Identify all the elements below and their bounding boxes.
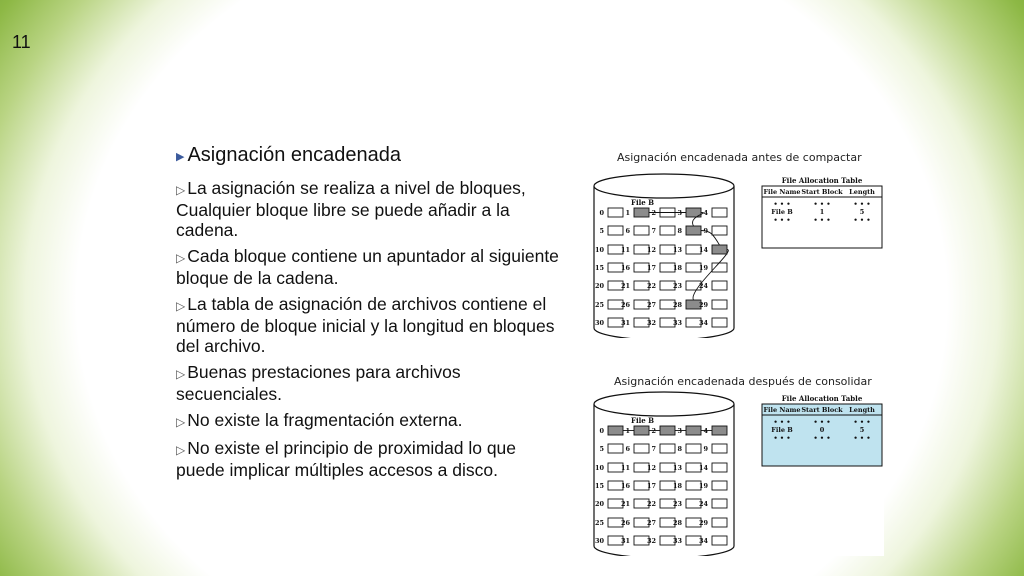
block-filled <box>686 426 701 435</box>
block-number-label: 15 <box>594 264 604 272</box>
figure-bottom-caption: Asignación encadenada después de consolidar <box>614 375 872 388</box>
fat-cell: 0 <box>819 426 825 434</box>
fat-cell: • • • <box>773 200 791 208</box>
bullet-text: La tabla de asignación de archivos contiene el número de bloque inicial y la longitud en bloques del archivo. <box>176 294 555 356</box>
block-empty <box>660 444 675 453</box>
block-empty <box>712 463 727 472</box>
block-empty <box>712 226 727 235</box>
block-number-label: 16 <box>620 482 630 490</box>
disk-diagram-after <box>592 388 884 556</box>
block-filled <box>634 208 649 217</box>
block-number-label: 11 <box>620 246 630 254</box>
block-number-label: 34 <box>698 319 708 327</box>
block-number-label: 14 <box>698 464 708 472</box>
block-number-label: 32 <box>646 319 656 327</box>
bullet-text: No existe la fragmentación externa. <box>187 410 463 430</box>
block-number-label: 26 <box>620 519 630 527</box>
fat-cell: • • • <box>773 434 791 442</box>
block-number-label: 5 <box>599 227 604 235</box>
fat-cell: • • • <box>773 418 791 426</box>
slide-content <box>176 142 566 486</box>
block-number-label: 11 <box>620 464 630 472</box>
block-filled <box>712 245 727 254</box>
block-number-label: 0 <box>599 427 604 435</box>
block-number-label: 21 <box>620 282 630 290</box>
block-number-label: 27 <box>646 519 656 527</box>
block-number-label: 17 <box>646 482 656 490</box>
block-number-label: 20 <box>594 282 604 290</box>
block-number-label: 22 <box>646 500 656 508</box>
fat-cell: • • • <box>813 200 831 208</box>
bullet-item <box>176 438 566 480</box>
fat-column-header: Start Block <box>801 406 843 414</box>
fat-column-header: File Name <box>763 188 801 196</box>
block-number-label: 13 <box>672 246 682 254</box>
block-number-label: 7 <box>651 227 656 235</box>
block-number-label: 30 <box>594 319 604 327</box>
block-filled <box>608 426 623 435</box>
hollow-triangle-bullet-icon: ▷ <box>176 443 186 457</box>
block-number-label: 4 <box>703 427 708 435</box>
block-number-label: 25 <box>594 519 604 527</box>
disk-file-label: File B <box>631 416 655 425</box>
block-empty <box>634 444 649 453</box>
block-number-label: 16 <box>620 264 630 272</box>
fat-title: File Allocation Table <box>781 394 863 403</box>
fat-cell: 5 <box>859 208 865 216</box>
block-empty <box>608 444 623 453</box>
block-number-label: 2 <box>651 427 656 435</box>
block-number-label: 29 <box>698 519 708 527</box>
block-number-label: 28 <box>672 519 682 527</box>
bullet-item <box>176 294 566 356</box>
block-number-label: 9 <box>703 227 708 235</box>
figure-top-caption: Asignación encadenada antes de compactar <box>617 151 862 164</box>
fat-cell: • • • <box>773 216 791 224</box>
block-number-label: 12 <box>646 246 656 254</box>
block-number-label: 0 <box>599 209 604 217</box>
hollow-triangle-bullet-icon: ▷ <box>176 251 186 265</box>
fat-column-header: File Name <box>763 406 801 414</box>
block-number-label: 31 <box>620 319 630 327</box>
hollow-triangle-bullet-icon: ▷ <box>176 299 186 313</box>
block-number-label: 8 <box>677 227 682 235</box>
block-empty <box>608 226 623 235</box>
block-number-label: 10 <box>594 464 604 472</box>
fat-cell: File B <box>771 208 793 216</box>
block-number-label: 17 <box>646 264 656 272</box>
block-number-label: 6 <box>625 227 630 235</box>
slide-number: 11 <box>12 32 31 52</box>
block-number-label: 18 <box>672 264 682 272</box>
fat-column-header: Length <box>849 188 875 196</box>
block-number-label: 19 <box>698 482 708 490</box>
bullet-text: Buenas prestaciones para archivos secuenciales. <box>176 362 461 404</box>
block-number-label: 33 <box>672 537 682 545</box>
block-empty <box>712 318 727 327</box>
block-number-label: 34 <box>698 537 708 545</box>
disk-cylinder-top <box>594 392 734 416</box>
bullet-item <box>176 246 566 288</box>
disk-diagram-before <box>592 170 884 338</box>
block-number-label: 8 <box>677 445 682 453</box>
figure-top <box>592 170 884 338</box>
hollow-triangle-bullet-icon: ▷ <box>176 367 186 381</box>
fat-cell: File B <box>771 426 793 434</box>
block-number-label: 20 <box>594 500 604 508</box>
block-filled <box>660 426 675 435</box>
fat-cell: • • • <box>853 216 871 224</box>
block-empty <box>712 281 727 290</box>
fat-cell: 5 <box>859 426 865 434</box>
block-number-label: 25 <box>594 301 604 309</box>
block-number-label: 23 <box>672 500 682 508</box>
block-number-label: 1 <box>625 427 630 435</box>
fat-cell: 1 <box>819 208 825 216</box>
block-empty <box>660 226 675 235</box>
block-number-label: 32 <box>646 537 656 545</box>
fat-cell: • • • <box>853 200 871 208</box>
block-number-label: 5 <box>599 445 604 453</box>
bullet-text: La asignación se realiza a nivel de bloques, Cualquier bloque libre se puede añadir a la cadena. <box>176 178 526 240</box>
block-number-label: 14 <box>698 246 708 254</box>
fat-cell: • • • <box>813 418 831 426</box>
block-empty <box>712 499 727 508</box>
block-empty <box>712 208 727 217</box>
block-number-label: 24 <box>698 500 708 508</box>
fat-cell: • • • <box>853 434 871 442</box>
block-number-label: 3 <box>677 209 682 217</box>
block-empty <box>712 518 727 527</box>
block-number-label: 23 <box>672 282 682 290</box>
fat-column-header: Length <box>849 406 875 414</box>
block-number-label: 13 <box>672 464 682 472</box>
block-empty <box>712 444 727 453</box>
block-number-label: 18 <box>672 482 682 490</box>
block-empty <box>608 208 623 217</box>
slide-title <box>176 142 566 170</box>
figure-bottom <box>592 388 884 556</box>
block-number-label: 6 <box>625 445 630 453</box>
slide-title-text: Asignación encadenada <box>187 144 401 166</box>
block-empty <box>634 226 649 235</box>
block-number-label: 27 <box>646 301 656 309</box>
filled-triangle-bullet-icon: ▶ <box>176 151 185 163</box>
block-number-label: 26 <box>620 301 630 309</box>
bullet-item <box>176 178 566 240</box>
fat-column-header: Start Block <box>801 188 843 196</box>
hollow-triangle-bullet-icon: ▷ <box>176 183 186 197</box>
bullet-item <box>176 410 566 432</box>
block-number-label: 29 <box>698 301 708 309</box>
block-filled <box>712 426 727 435</box>
fat-cell: • • • <box>813 216 831 224</box>
block-number-label: 3 <box>677 427 682 435</box>
bullet-item <box>176 362 566 404</box>
disk-file-label: File B <box>631 198 655 207</box>
block-number-label: 19 <box>698 264 708 272</box>
block-empty <box>712 481 727 490</box>
block-number-label: 21 <box>620 500 630 508</box>
bullet-text: Cada bloque contiene un apuntador al siguiente bloque de la cadena. <box>176 246 559 288</box>
block-number-label: 22 <box>646 282 656 290</box>
hollow-triangle-bullet-icon: ▷ <box>176 415 186 429</box>
block-filled <box>634 426 649 435</box>
fat-title: File Allocation Table <box>781 176 863 185</box>
block-filled <box>686 226 701 235</box>
bullet-text: No existe el principio de proximidad lo que puede implicar múltiples accesos a disco. <box>176 438 517 480</box>
block-empty <box>712 263 727 272</box>
block-empty <box>712 300 727 309</box>
block-number-label: 33 <box>672 319 682 327</box>
block-number-label: 4 <box>703 209 708 217</box>
block-number-label: 12 <box>646 464 656 472</box>
block-number-label: 15 <box>594 482 604 490</box>
block-number-label: 24 <box>698 282 708 290</box>
block-number-label: 9 <box>703 445 708 453</box>
fat-cell: • • • <box>813 434 831 442</box>
block-number-label: 1 <box>625 209 630 217</box>
block-number-label: 28 <box>672 301 682 309</box>
block-number-label: 2 <box>651 209 656 217</box>
block-number-label: 31 <box>620 537 630 545</box>
block-empty <box>712 536 727 545</box>
fat-cell: • • • <box>853 418 871 426</box>
block-number-label: 7 <box>651 445 656 453</box>
block-number-label: 10 <box>594 246 604 254</box>
disk-cylinder-top <box>594 174 734 198</box>
block-number-label: 30 <box>594 537 604 545</box>
block-empty <box>686 444 701 453</box>
